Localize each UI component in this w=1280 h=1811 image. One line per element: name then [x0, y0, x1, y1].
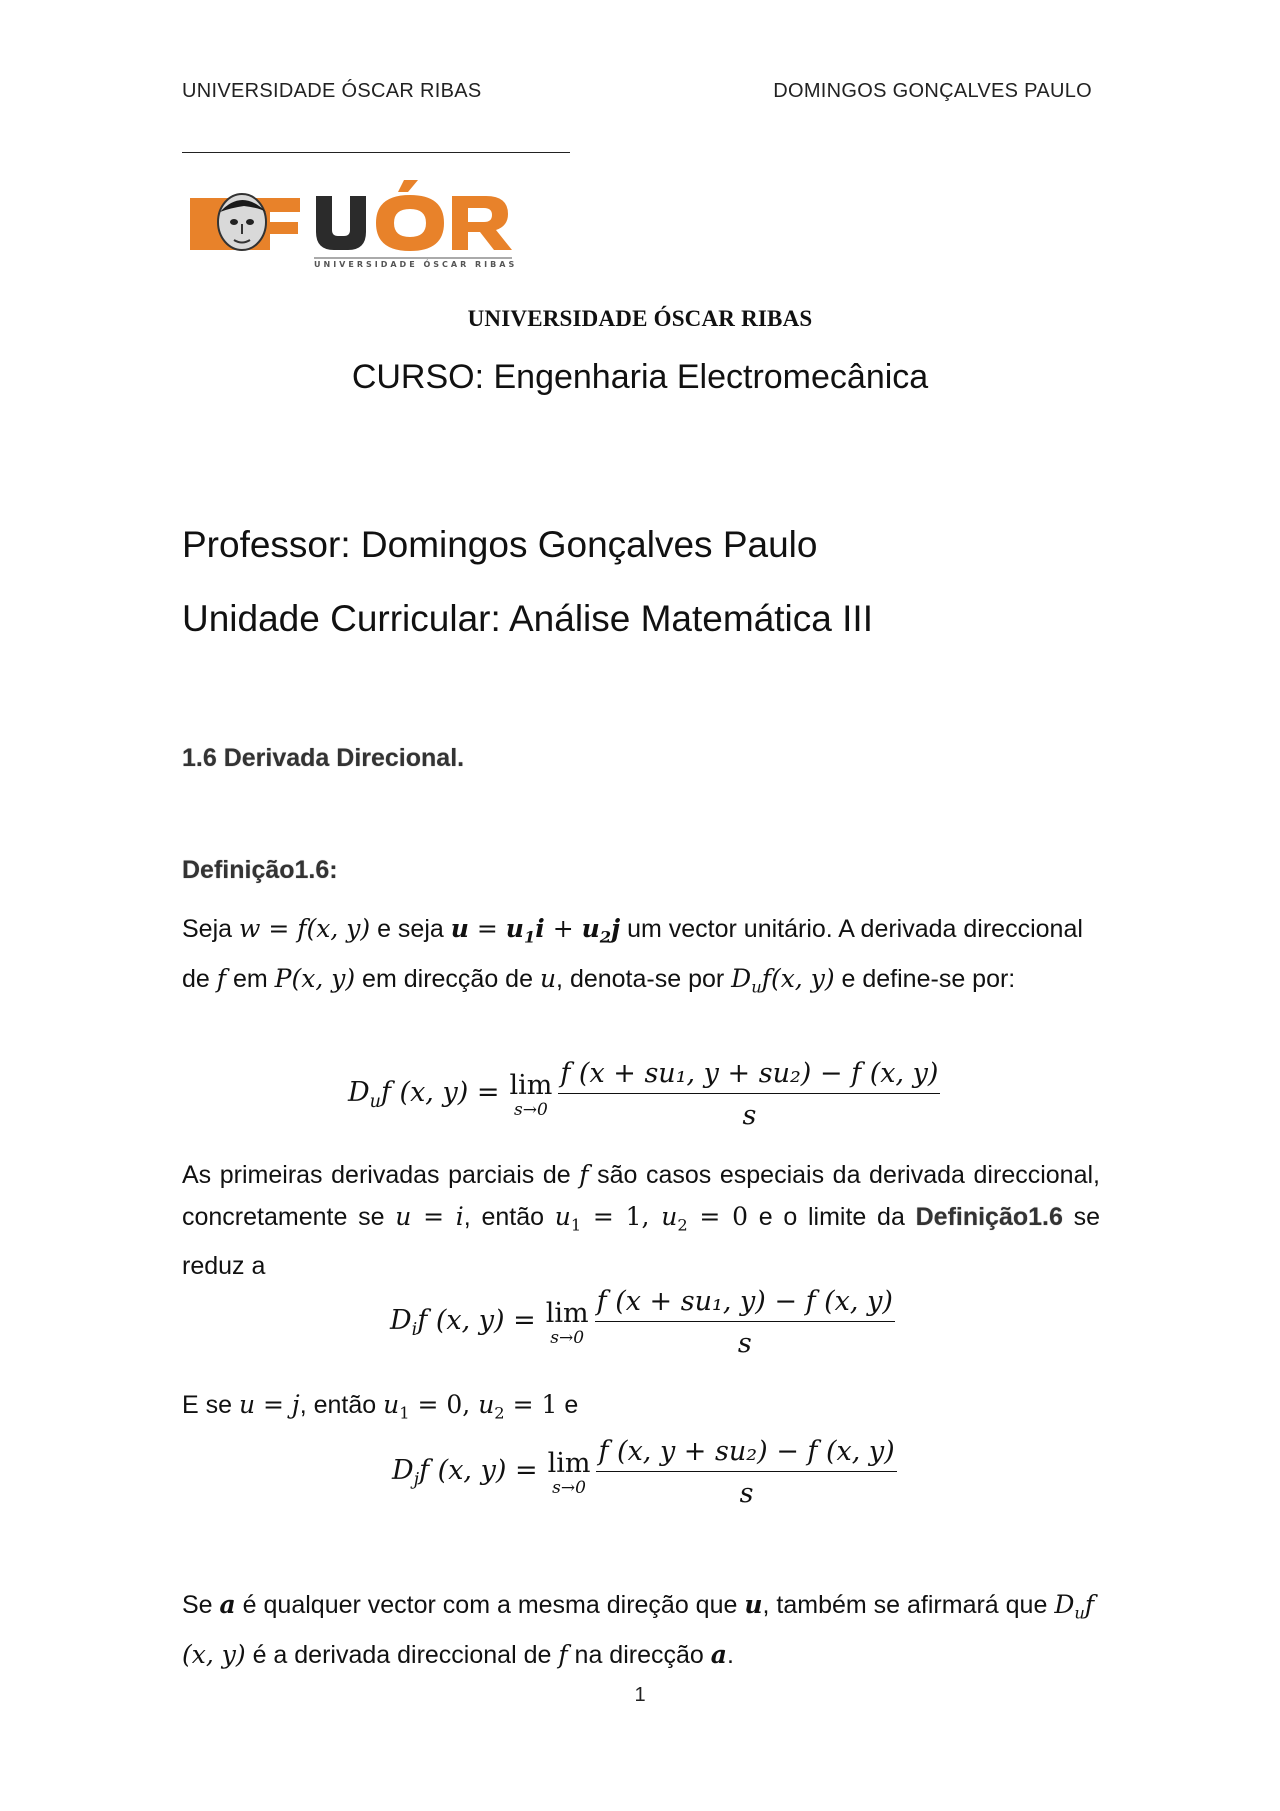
partial-derivatives-paragraph: As primeiras derivadas parciais de f são casos especiais da derivada direccional, concretamente se u = i, então $u_1 = 1$, $u_2 = 0$ e o limite da Definição1.6 se reduz a	[182, 1160, 1101, 1280]
closing-paragraph: Se a é qualquer vector com a mesma direção que u, também se afirmará que $D_uf$ (x, y) é a derivada direccional de f na direcção a.	[182, 1590, 1095, 1669]
logo-tagline: UNIVERSIDADE ÓSCAR RIBAS	[314, 260, 518, 269]
university-logo	[190, 178, 570, 270]
course-title: CURSO: Engenharia Electromecânica	[351, 358, 929, 396]
definition-paragraph: Seja w = f(x, y) e seja $u = u_1i + u_2j$ um vector unitário. A derivada direccional de f em P(x, y) em direcção de u, denota-se por $D_uf(x$, y) e define-se por:	[182, 914, 1083, 997]
equation-directional-derivative: $D_uf$ (x, y) = lim s→0 $\frac{\text{f (x + su₁, y + su₂) − f (x, y)}}{s}$	[348, 1058, 939, 1131]
section-heading: 1.6 Derivada Direcional.	[182, 744, 465, 772]
equation-derivative-j: $D_jf$ (x, y) = lim s→0 $\frac{\text{f (x, y + su₂) − f (x, y)}}{s}$	[392, 1436, 895, 1509]
header-left: UNIVERSIDADE ÓSCAR RIBAS	[182, 80, 482, 102]
definition-reference: Definição1.6	[915, 1203, 1063, 1231]
university-title: UNIVERSIDADE ÓSCAR RIBAS	[467, 306, 813, 331]
professor-line: Professor: Domingos Gonçalves Paulo	[182, 524, 818, 565]
header-rule	[182, 152, 570, 153]
header-right: DOMINGOS GONÇALVES PAULO	[773, 80, 1092, 102]
case-j-paragraph: E se u = j, então $u_1 = 0$, $u_2 = 1$ e	[182, 1390, 579, 1423]
logo-graphic	[190, 178, 570, 270]
definition-label: Definição1.6:	[182, 856, 338, 884]
curricular-unit-line: Unidade Curricular: Análise Matemática III	[182, 598, 873, 639]
equation-derivative-i: $D_if$ (x, y) = lim s→0 $\frac{\text{f (x + su₁, y) − f (x, y)}}{s}$	[390, 1286, 893, 1359]
page-number: 1	[634, 1684, 646, 1706]
